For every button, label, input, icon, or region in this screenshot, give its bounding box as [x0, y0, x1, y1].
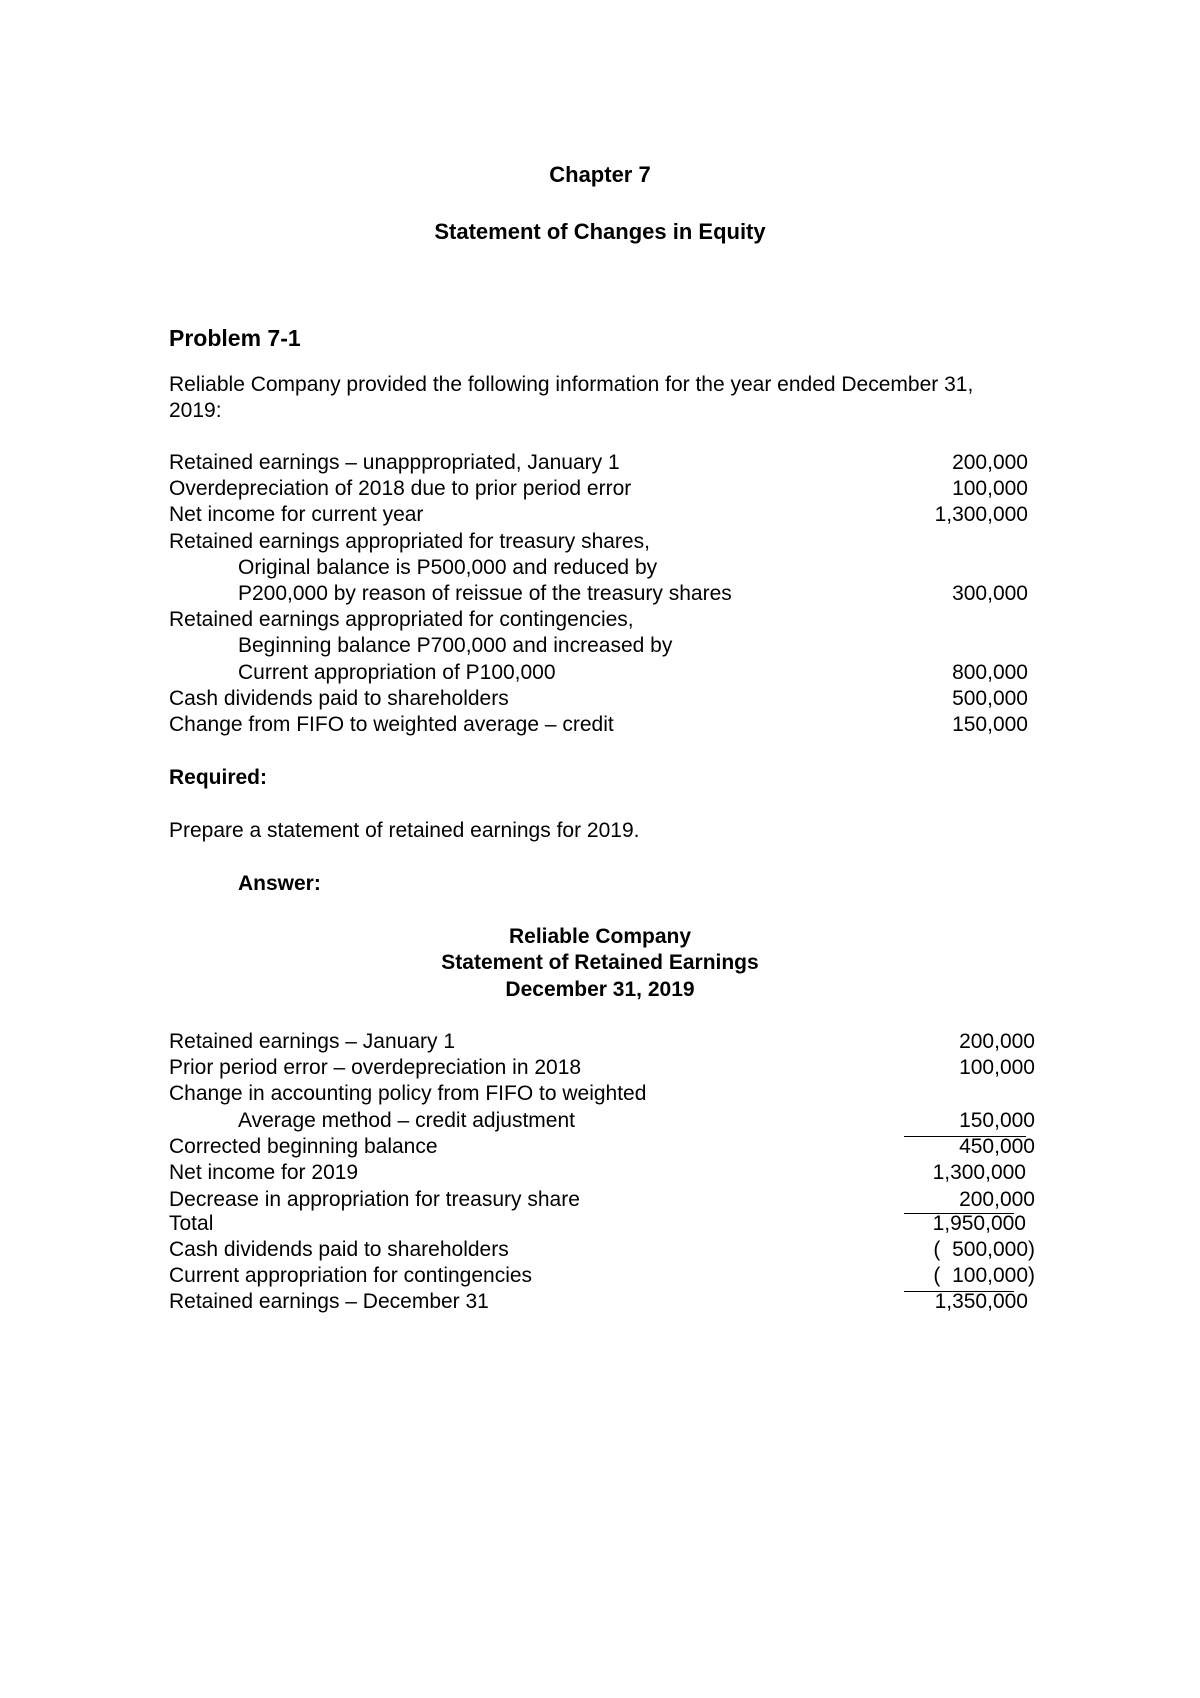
- intro-text-line2: 2019:: [169, 399, 222, 422]
- given-amount: 1,300,000: [934, 503, 1028, 526]
- intro-text-line1: Reliable Company provided the following information for the year ended December 31,: [169, 373, 974, 396]
- answer-label: Corrected beginning balance: [169, 1135, 438, 1158]
- answer-label: Retained earnings – December 31: [169, 1290, 489, 1313]
- answer-amount: 150,000: [959, 1109, 1035, 1132]
- given-label: Beginning balance P700,000 and increased by: [238, 634, 673, 657]
- answer-label: Current appropriation for contingencies: [169, 1264, 533, 1287]
- statement-date: December 31, 2019: [505, 978, 695, 1001]
- given-label: Retained earnings appropriated for contingencies,: [169, 608, 634, 631]
- given-label: Change from FIFO to weighted average – credit: [169, 713, 614, 736]
- statement-company: Reliable Company: [508, 925, 692, 948]
- given-label: Current appropriation of P100,000: [238, 661, 556, 684]
- answer-amount: 100,000: [959, 1056, 1035, 1079]
- answer-label: Net income for 2019: [169, 1161, 359, 1184]
- given-amount: 800,000: [952, 661, 1028, 684]
- given-amount: 500,000: [952, 687, 1028, 710]
- answer-label: Cash dividends paid to shareholders: [169, 1238, 509, 1261]
- given-label: P200,000 by reason of reissue of the treasury shares: [238, 582, 732, 605]
- answer-heading: Answer:: [238, 872, 321, 895]
- answer-amount: ( 500,000): [933, 1238, 1035, 1261]
- given-label: Net income for current year: [169, 503, 424, 526]
- given-amount: 100,000: [952, 477, 1028, 500]
- given-amount: 150,000: [952, 713, 1028, 736]
- answer-amount: 450,000: [959, 1135, 1035, 1158]
- given-label: Retained earnings – unapppropriated, January 1: [169, 451, 620, 474]
- answer-amount: 200,000: [959, 1188, 1035, 1211]
- answer-label: Change in accounting policy from FIFO to weighted: [169, 1082, 647, 1105]
- statement-title: Statement of Retained Earnings: [441, 951, 759, 974]
- answer-label: Average method – credit adjustment: [238, 1109, 575, 1132]
- given-label: Overdepreciation of 2018 due to prior period error: [169, 477, 632, 500]
- answer-amount: 200,000: [959, 1030, 1035, 1053]
- given-label: Retained earnings appropriated for treasury shares,: [169, 530, 650, 553]
- answer-label: Total: [169, 1212, 214, 1235]
- given-amount: 200,000: [952, 451, 1028, 474]
- given-label: Original balance is P500,000 and reduced by: [238, 556, 658, 579]
- given-label: Cash dividends paid to shareholders: [169, 687, 509, 710]
- given-amount: 300,000: [952, 582, 1028, 605]
- answer-amount: 1,350,000: [934, 1290, 1028, 1313]
- answer-label: Decrease in appropriation for treasury share: [169, 1188, 580, 1211]
- required-text: Prepare a statement of retained earnings for 2019.: [169, 819, 640, 842]
- chapter-subtitle: Statement of Changes in Equity: [434, 219, 766, 244]
- problem-title: Problem 7-1: [169, 325, 301, 351]
- chapter-heading: Chapter 7: [549, 162, 651, 187]
- answer-label: Prior period error – overdepreciation in 2018: [169, 1056, 582, 1079]
- answer-amount: ( 100,000): [933, 1264, 1035, 1287]
- answer-amount: 1,950,000: [932, 1212, 1026, 1235]
- answer-amount: 1,300,000: [932, 1161, 1026, 1184]
- answer-label: Retained earnings – January 1: [169, 1030, 456, 1053]
- required-heading: Required:: [169, 766, 268, 789]
